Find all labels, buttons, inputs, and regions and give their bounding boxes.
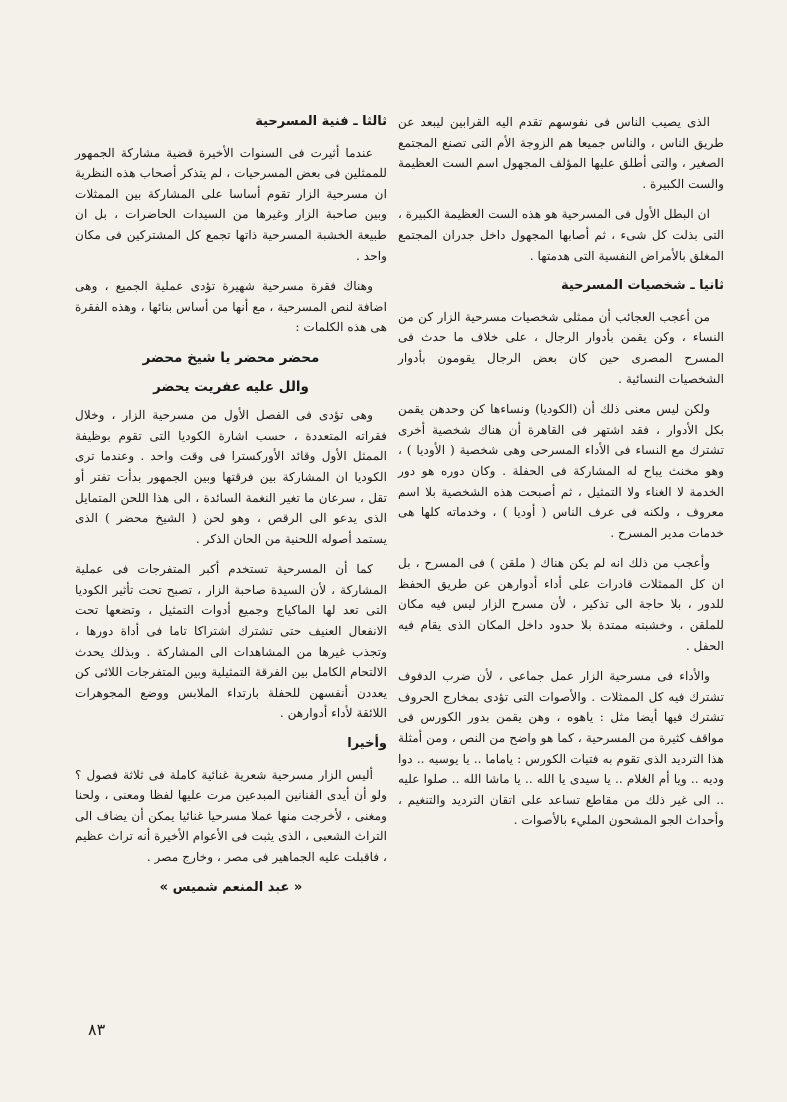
author-signature: « عبد المنعم شميس » (159, 879, 303, 895)
paragraph: الذى يصيب الناس فى نفوسهم تقدم اليه القرابين ليبعد عن طريق الناس ، والناس جميعا هم الزوجة الأم التى تصنع المجتمع الصغير ، والتى أطلق عليها المؤلف المجهول اسم الست العظيمة والست الكبيرة . (398, 115, 724, 191)
verse-line: والل عليه عفريت يحضر (153, 378, 309, 395)
verse-line: محضر محضر يا شيخ محضر (142, 349, 320, 366)
paragraph: والأداء فى مسرحية الزار عمل جماعى ، لأن ضرب الدفوف تشترك فيه كل الممثلات . والأصوات التى تؤدى بمخارج الحروف تشترك فيها أيضا مثل : ياهوه ، وهن يقمن بدور الكورس فى مواقف كثيرة من المسرحية ، كما هو واضح من النص ، ومن أمثلة هذا الترديد الذى تقوم به فتيات الكورس : ياماما .. يا يوسيه .. دوا وديه .. ويا أم الغلام .. يا سيدى يا الله .. يا ماشا الله .. صلوا عليه .. الى غير ذلك من مقاطع تساعد على اتقان الترديد والتنغيم ، وأحداث الجو المشحون المليء بالأصوات . (398, 669, 724, 828)
paragraph: من أعجب العجائب أن ممثلى شخصيات مسرحية الزار كن من النساء ، وكن يقمن بأدوار الرجال ، على خلاف ما حدث فى المسرح المصرى حين كان بعض الرجال يقومون بأدوار الشخصيات النسائية . (398, 309, 724, 386)
paragraph: عندما أثيرت فى السنوات الأخيرة قضية مشاركة الجمهور للممثلين فى بعض المسرحيات ، لم يتذكر أصحاب هذه النظرية ان مسرحية الزار تقوم أساسا على المشاركة بين الممثلات وبين صاحبة الزار وغيرها من السيدات الحاضرات ، بل ان طبيعة الخشبة المسرحية ذاتها تجمع كل المشتركين فى مكان واحد . (75, 145, 387, 263)
paragraph: أليس الزار مسرحية شعرية غنائية كاملة فى ثلاثة فصول ؟ ولو أن أيدى الفنانين المبدعين مرت عليها لفظا ومعنى ، ولحنا ومغنى ، لأخرجت منها عملا مسرحيا غنائيا يمكن أن يضاف الى التراث الشعبى ، الذى يثبت فى الأعوام الأخيرة أنه تراث عظيم ، فاقبلت عليه الجماهير فى مصر ، وخارج مصر . (75, 767, 387, 864)
page-number: ٨٣ (88, 1020, 106, 1039)
paragraph: وأعجب من ذلك انه لم يكن هناك ( ملقن ) فى المسرح ، بل ان كل الممثلات قادرات على أداء أدوارهن عن طريق الحفظ للدور ، بلا حاجة الى تذكير ، لأن مسرح الزار ليس فيه مكان للملقن ، وخشبته ممتدة بلا حدود داخل المكان الذى يقام فيه الحفل . (398, 556, 724, 653)
paragraph: وهناك فقرة مسرحية شهيرة تؤدى عملية الجميع ، وهى اضافة لنص المسرحية ، مع أنها من أساس بنائها ، وهذه الفقرة هى هذه الكلمات : (75, 279, 387, 335)
section-heading: وأخيرا (347, 736, 387, 752)
right-column (398, 112, 724, 841)
paragraph: وهى تؤدى فى الفصل الأول من مسرحية الزار ، وخلال فقراته المتعددة ، حسب اشارة الكوديا التى تقوم بوظيفة الممثل الأول وقائد الأوركسترا فى وقت واحد . وعندما ترى الكوديا ان المشاركة بين فرقتها وبين الجمهور بدأت تفتر أو تقل ، سرعان ما تغير النغمة السائدة ، الى هذا اللحن المتمايل الذى يدعو الى الرقص ، وهو لحن ( الشيخ محضر ) الذى يستمد أصوله اللحنية من الحان الذكر . (75, 408, 387, 546)
paragraph: كما أن المسرحية تستخدم أكبر المتفرجات فى عملية المشاركة ، لأن السيدة صاحبة الزار ، تصبح تحت تأثير الكوديا التى تعد لها الماكياج وجميع أدوات التمثيل ، وتضعها تحت الانفعال العنيف حتى تشترك اشتراكا تاما فى أداة دورها ، وتجذب غيرها من المشاهدات الى المشاركة . وبذلك يحدث الالتحام الكامل بين الفرقة التمثيلية وبين المتفرجات اللائى كن يعددن أنفسهن للحفلة بارتداء الملابس ووضع المجوهرات اللائقة لأداء أدوارهن . (75, 562, 387, 721)
left-column (75, 112, 387, 898)
paragraph: ان البطل الأول فى المسرحية هو هذه الست العظيمة الكبيرة ، التى بذلت كل شىء ، ثم أصابها المجهول داخل جدران المجتمع المغلق بالأمراض النفسية التى هدمتها . (398, 207, 724, 263)
paragraph: ولكن ليس معنى ذلك أن (الكوديا) ونساءها كن وحدهن يقمن بكل الأدوار ، فقد اشتهر فى القاهرة أن هناك شخصية أخرى تشترك مع النساء فى الأداء المسرحى وهى شخصية ( الأوديا ) ، وهو مخنث يباح له المشاركة فى الحفلة . وكان دوره هو دور الخدمة لا الغناء ولا التمثيل ، ثم أصبحت هذه الشخصية بلا اسم معروف ، ولكنه فى عرف الناس ( أوديا ) ، وخدماته كلها هى خدمات مدير المسرح . (398, 402, 724, 540)
section-heading: ثانيا ـ شخصيات المسرحية (561, 278, 724, 294)
section-heading: ثالثا ـ فنية المسرحية (255, 114, 387, 129)
